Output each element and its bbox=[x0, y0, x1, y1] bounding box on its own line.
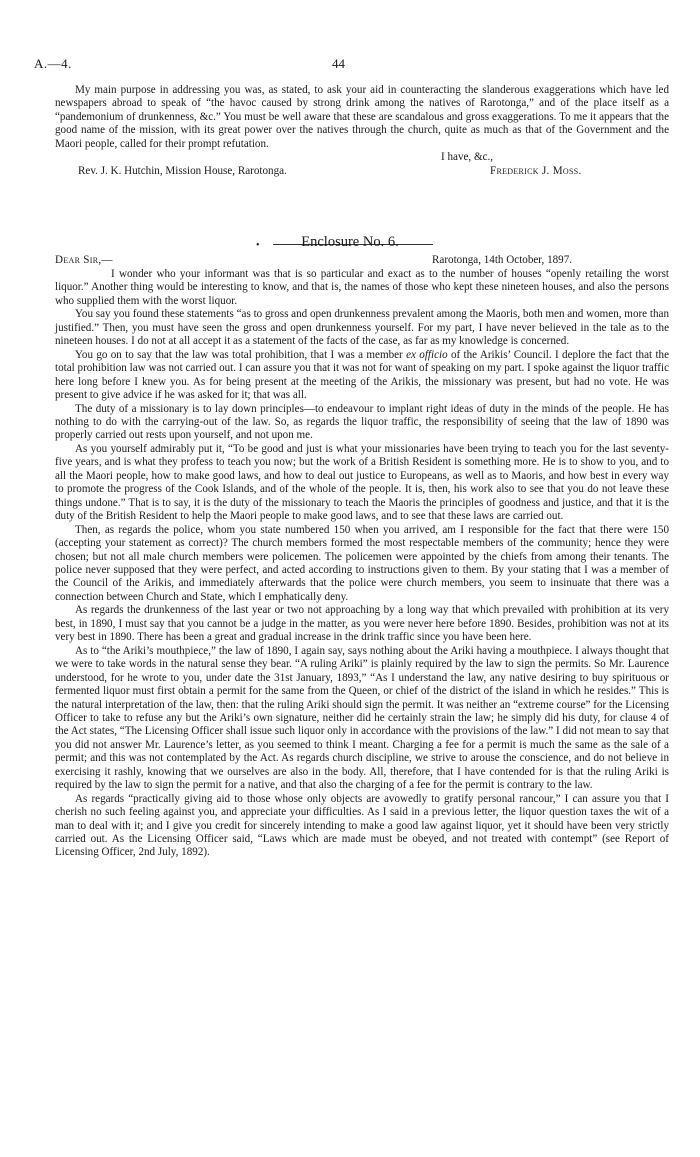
place-date: Rarotonga, 14th October, 1897. bbox=[432, 254, 573, 266]
paragraph-8: As to “the Ariki’s mouthpiece,” the law of 1890, I again say, says nothing about the Ariki having a mouthpiece. I always thought that we were to take words in the natural sense they bear. “A ruling Ariki” is plainly required by the law to sign the permits. So Mr. Laurence understood, for he wrote to you, under date the 31st January, 1893,” “As I understand the law, any native desiring to buy spirituous or fermented liquor must first obtain a permit for the same from the Queen, or chief of the district of the island in which he resides.” This is the natural interpretation of the law, then: that the ruling Ariki should sign the permit. It was neither an “extreme course” for the Licensing Officer to take to refuse any but the Ariki’s own signature, neither did he certainly strain the law; he simply did his duty, for clause 4 of the Act states, “The Licensing Officer shall issue such liquor only in accordance with the provisions of the law.” I did not mean to say that you did not answer Mr. Laurence’s letter, as you seemed to think I meant. Charging a fee for a permit is much the same as the sale of a permit; and this was not contemplated by the Act. As regards church discipline, we strive to arouse the conscience, and do not believe in exercising it rashly, knowing that we ourselves are also in the body. All, therefore, that I have contended for is that the ruling Ariki is required by the law to sign the permit for a native, and that also the charging of a fee for the permit is contrary to the law. bbox=[55, 644, 669, 792]
top-letter bbox=[55, 84, 669, 178]
separator-dot: • bbox=[256, 240, 260, 251]
enclosure-title: Enclosure No. 6. bbox=[301, 234, 399, 250]
paragraph-3-text-b: of the Arikis’ Council. I deplore the fact that the total prohibition law was not carried out. I can assure you that it was not for want of speaking on my part. I spoke against the liquor traffic here long before I knew you. As for being present at the meeting of the Arikis, the missionary was present, but had no vote. He was present to give advice if he was asked for it; that was all. bbox=[55, 348, 669, 402]
paragraph-6: Then, as regards the police, whom you state numbered 150 when you arrived, am I responsible for the fact that there were 150 (accepting your statement as correct)? The church members formed the most respectable members of the community; hence they were chosen; but not all male church members were policemen. The policemen were appointed by the chiefs from among their tenants. The police never supposed that they were perfect, and acted according to instructions given to them. By your stating that I was a member of the Council of the Arikis, and immediately afterwards that the police were church members, you seem to insinuate that there was a connection between Church and State, which I emphatically deny. bbox=[55, 523, 669, 603]
paragraph-9: As regards “practically giving aid to those whose only objects are avowedly to gratify personal rancour,” I can assure you that I cherish no such feeling against you, and appreciate your difficulties. As I said in a previous letter, the liquor question taxes the wit of a man to deal with it; and I give you credit for sincerely intending to make a good law against liquor, yet it should have been very strictly carried out. As the Licensing Officer said, “Laws which are made must be obeyed, and not treated with contempt” (see Report of Licensing Officer, 2nd July, 1892). bbox=[55, 792, 669, 859]
signature-line bbox=[55, 165, 669, 178]
page-header bbox=[34, 56, 674, 76]
paragraph-3-latin: ex officio bbox=[406, 348, 448, 361]
page-number: 44 bbox=[332, 56, 345, 71]
salutation-line bbox=[55, 254, 669, 268]
paragraph-3-text-a: You go on to say that the law was total prohibition, that I was a member bbox=[75, 348, 407, 361]
paragraph-4: The duty of a missionary is to lay down principles—to endeavour to implant right ideas of duty in the minds of the people. He has nothing to do with the carrying-out of the law. So, as regards the liquor traffic, the responsibility of seeing that the law of 1890 was properly carried out rests upon yourself, and not upon me. bbox=[55, 402, 669, 442]
document-reference: A.—4. bbox=[34, 56, 72, 71]
paragraph-5: As you yourself admirably put it, “To be good and just is what your missionaries have been trying to teach you for the last seventy-five years, and is what they profess to teach you now; but the work of a British Resident is something more. He is to show to you, and to all the Maori people, how to make good laws, and how to deal out justice to Europeans, as well as to Maoris, and how best in every way to promote the progress of the Cook Islands, and of the whole of the people. It is, then, his work also to see that you do not leave these things undone.” That is to say, it is the duty of the missionary to teach the Maoris the principles of goodness and justice, and that it is the duty of the British Resident to help the Maori people to make good laws, and to see that these laws are carried out. bbox=[55, 442, 669, 523]
top-letter-paragraph: My main purpose in addressing you was, as stated, to ask your aid in counteracting the slanderous exaggerations which have led newspapers abroad to speak of “the havoc caused by strong drink among the natives of Rarotonga,” and of the place itself as a “pandemonium of drunkenness, &c.” You must be well aware that these are scandalous and gross exaggerations. To me it appears that the good name of the mission, with its great power over the natives through the church, quite as much as that of the Government and the Maori people, called for their prompt refutation. bbox=[55, 84, 669, 150]
addressee: Rev. J. K. Hutchin, Mission House, Rarotonga. bbox=[78, 164, 287, 177]
closing-line bbox=[55, 151, 669, 164]
closing: I have, &c., bbox=[441, 151, 494, 164]
paragraph-1: I wonder who your informant was that is so particular and exact as to the number of houses “openly retailing the worst liquor.” Another thing would be interesting to know, and that is, the names of those who kept these nineteen houses, and also the persons who supplied them with the worst liquor. bbox=[55, 268, 669, 307]
paragraph-3 bbox=[55, 349, 669, 403]
paragraph-7: As regards the drunkenness of the last year or two not approaching by a long way that which prevailed with prohibition at its very best, in 1890, I must say that you cannot be a judge in the matter, as you were never here before 1890. Besides, prohibition was not at its very best in 1890. There has been a great and gradual increase in the drink traffic since you have been here. bbox=[55, 604, 669, 644]
paragraph-2: You say you found these statements “as to gross and open drunkenness prevalent among the Maoris, both men and women, more than justified.” Then, you must have seen the gross and open drunkenness yourself. For my part, I have never believed in the tale as to the nineteen houses. I do not at all accept it as a statement of the facts of the case, as far as my knowledge is concerned. bbox=[55, 308, 669, 348]
salutation: Dear Sir,— bbox=[55, 254, 113, 266]
signature: Frederick J. Moss. bbox=[490, 164, 582, 177]
enclosure-body bbox=[55, 268, 669, 860]
